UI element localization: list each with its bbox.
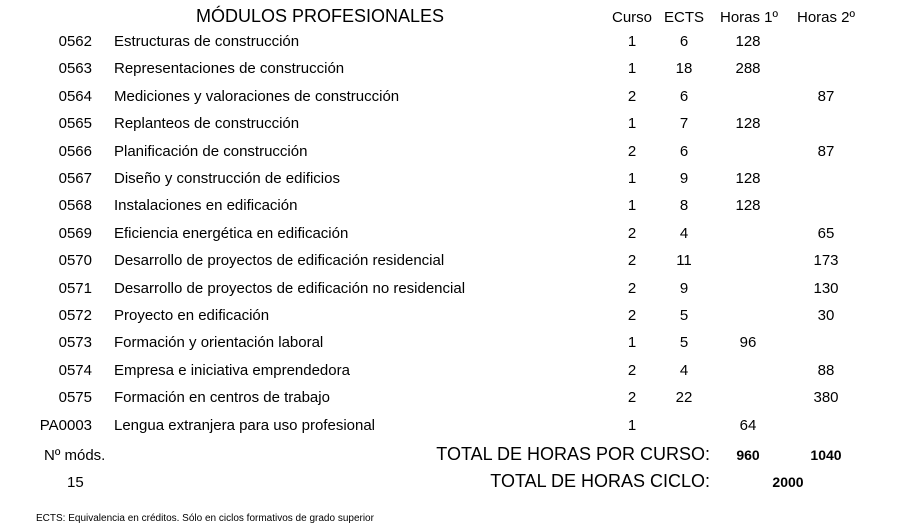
- module-code: 0574: [58, 362, 92, 379]
- n-mods-value: 15: [67, 474, 84, 491]
- module-horas-2: 88: [817, 362, 835, 379]
- module-horas-1: 128: [735, 115, 761, 132]
- module-code: 0568: [58, 197, 92, 214]
- module-code: 0573: [58, 334, 92, 351]
- module-name: Estructuras de construcción: [114, 33, 300, 50]
- module-code: 0572: [58, 307, 92, 324]
- module-code: 0575: [58, 389, 92, 406]
- total-horas-2: 1040: [810, 447, 842, 463]
- module-curso: 1: [627, 417, 637, 434]
- module-curso: 2: [627, 307, 637, 324]
- module-code: 0570: [58, 252, 92, 269]
- n-mods-label: Nº móds.: [44, 447, 106, 464]
- module-name: Diseño y construcción de edificios: [114, 170, 340, 187]
- module-name: Mediciones y valoraciones de construcción: [114, 88, 400, 105]
- module-name: Formación en centros de trabajo: [114, 389, 330, 406]
- module-ects: 11: [676, 252, 692, 269]
- module-name: Lengua extranjera para uso profesional: [114, 417, 376, 434]
- module-curso: 2: [627, 143, 637, 160]
- module-horas-2: 65: [817, 225, 835, 242]
- module-name: Representaciones de construcción: [114, 60, 345, 77]
- module-horas-2: 130: [813, 280, 839, 297]
- module-curso: 1: [627, 197, 637, 214]
- module-ects: 6: [679, 143, 689, 160]
- module-code: 0564: [58, 88, 92, 105]
- module-horas-2: 87: [817, 88, 835, 105]
- module-horas-1: 288: [735, 60, 761, 77]
- module-code: 0566: [58, 143, 92, 160]
- module-ects: 6: [679, 33, 689, 50]
- module-ects: 6: [679, 88, 689, 105]
- module-name: Eficiencia energética en edificación: [114, 225, 349, 242]
- module-name: Replanteos de construcción: [114, 115, 300, 132]
- module-curso: 1: [627, 334, 637, 351]
- module-ects: 22: [675, 389, 693, 406]
- module-code: PA0003: [39, 417, 92, 434]
- module-ects: 8: [679, 197, 689, 214]
- module-ects: 4: [679, 362, 689, 379]
- module-curso: 2: [627, 362, 637, 379]
- module-code: 0567: [58, 170, 92, 187]
- module-code: 0571: [58, 280, 92, 297]
- module-name: Desarrollo de proyectos de edificación residencial: [114, 252, 445, 269]
- header-horas-1: Horas 1º: [720, 9, 779, 26]
- module-horas-2: 380: [813, 389, 839, 406]
- total-ciclo-label: TOTAL DE HORAS CICLO:: [490, 471, 710, 491]
- total-por-curso-label: TOTAL DE HORAS POR CURSO:: [436, 444, 710, 464]
- module-ects: 4: [679, 225, 689, 242]
- module-horas-1: 128: [735, 170, 761, 187]
- module-curso: 1: [627, 60, 637, 77]
- module-horas-1: 64: [739, 417, 757, 434]
- module-horas-2: 173: [813, 252, 839, 269]
- module-horas-1: 128: [735, 197, 761, 214]
- module-name: Empresa e iniciativa emprendedora: [114, 362, 350, 379]
- module-code: 0562: [58, 33, 92, 50]
- module-ects: 5: [679, 334, 689, 351]
- module-ects: 9: [679, 170, 689, 187]
- module-name: Planificación de construcción: [114, 143, 308, 160]
- module-curso: 2: [627, 280, 637, 297]
- module-curso: 2: [627, 225, 637, 242]
- module-ects: 9: [679, 280, 689, 297]
- header-horas-2: Horas 2º: [797, 9, 856, 26]
- table-title: MÓDULOS PROFESIONALES: [196, 6, 445, 26]
- module-curso: 1: [627, 115, 637, 132]
- module-name: Proyecto en edificación: [114, 307, 270, 324]
- module-horas-1: 96: [739, 334, 757, 351]
- module-code: 0569: [58, 225, 92, 242]
- module-ects: 7: [679, 115, 689, 132]
- module-curso: 1: [627, 33, 637, 50]
- module-name: Instalaciones en edificación: [114, 197, 298, 214]
- module-horas-2: 30: [817, 307, 835, 324]
- module-horas-1: 128: [735, 33, 761, 50]
- module-code: 0565: [58, 115, 92, 132]
- module-code: 0563: [58, 60, 92, 77]
- module-curso: 1: [627, 170, 637, 187]
- module-curso: 2: [627, 88, 637, 105]
- header-ects: ECTS: [664, 9, 705, 26]
- total-horas-1: 960: [736, 447, 760, 463]
- module-horas-2: 87: [817, 143, 835, 160]
- module-name: Formación y orientación laboral: [114, 334, 324, 351]
- module-name: Desarrollo de proyectos de edificación no residencial: [114, 280, 466, 297]
- module-curso: 2: [627, 252, 637, 269]
- module-ects: 18: [675, 60, 693, 77]
- header-curso: Curso: [612, 9, 653, 26]
- module-ects: 5: [679, 307, 689, 324]
- footnote: ECTS: Equivalencia en créditos. Sólo en ciclos formativos de grado superior: [36, 513, 374, 524]
- module-curso: 2: [627, 389, 637, 406]
- total-ciclo-value: 2000: [772, 474, 804, 490]
